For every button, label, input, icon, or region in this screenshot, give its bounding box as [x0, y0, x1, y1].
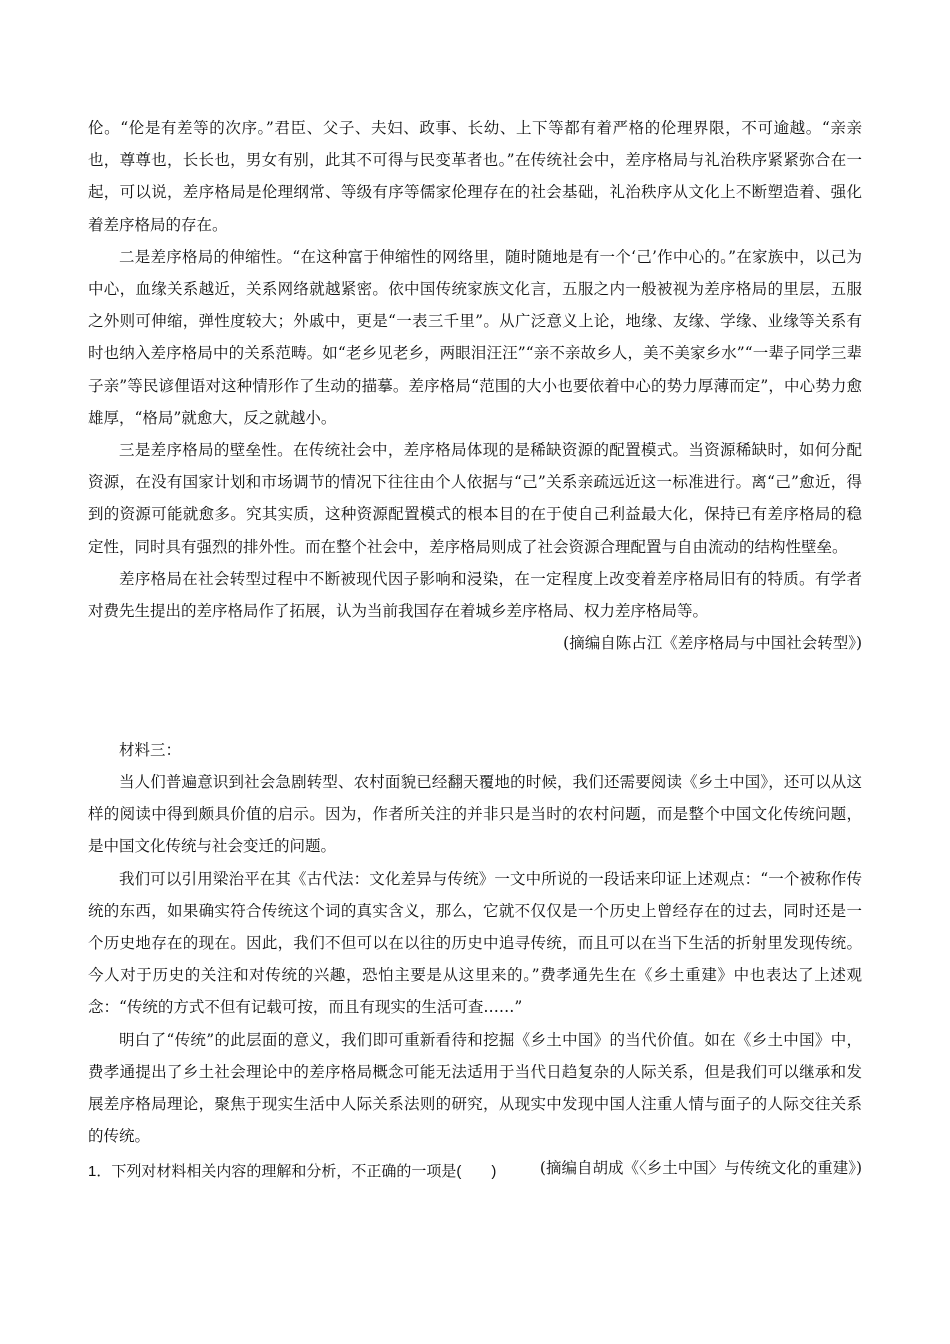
paragraph-contemporary-value: 明白了“传统”的此层面的意义，我们即可重新看待和挖掘《乡土中国》的当代价值。如在《乡土中国》中，费孝通提出了乡土社会理论中的差序格局概念可能无法适用于当代日趋复杂的人际关系，但是我们可以继承和发展差序格局理论，聚焦于现实生活中人际关系法则的研究，从现实中发现中国人注重人情与面子的人际交往关系的传统。: [88, 1030, 862, 1146]
source-citation-hu: (摘编自胡成《〈乡土中国〉与传统文化的重建》): [539, 1159, 862, 1178]
paragraph-transformation: 差序格局在社会转型过程中不断被现代因子影响和浸染，在一定程度上改变着差序格局旧有的特质。有学者对费先生提出的差序格局作了拓展，认为当前我国存在着城乡差序格局、权力差序格局等。: [88, 569, 862, 621]
paragraph-ethics: 伦。“伦是有差等的次序。”君臣、父子、夫妇、政事、长幼、上下等都有着严格的伦理界限，不可逾越。“亲亲也，尊尊也，长长也，男女有别，此其不可得与民变革者也。”在传统社会中，差序格局与礼治秩序紧紧弥合在一起，可以说，差序格局是伦理纲常、等级有序等儒家伦理存在的社会基础，礼治秩序从文化上不断塑造着、强化着差序格局的存在。: [88, 119, 862, 234]
question-1-stem: 1．下列对材料相关内容的理解和分析，不正确的一项是( ): [88, 1163, 497, 1180]
paragraph-liang-quote: 我们可以引用梁治平在其《古代法：文化差异与传统》一文中所说的一段话来印证上述观点：“一个被称作传统的东西，如果确实符合传统这个词的真实含义，那么，它就不仅仅是一个历史上曾经存在的过去，同时还是一个历史地存在的现在。因此，我们不但可以在以往的历史中追寻传统，而且可以在当下生活的折射里发现传统。今人对于历史的关注和对传统的兴趣，恐怕主要是从这里来的。”费孝通先生在《乡土重建》中也表达了上述观念：“传统的方式不但有记载可按，而且有现实的生活可查……”: [88, 869, 862, 1017]
material-three: [88, 766, 862, 1185]
paragraph-reading-value: 当人们普遍意识到社会急剧转型、农村面貌已经翻天覆地的时候，我们还需要阅读《乡土中国》，还可以从这样的阅读中得到颇具价值的启示。因为，作者所关注的并非只是当时的农村问题，而是整个中国文化传统问题，是中国文化传统与社会变迁的问题。: [88, 773, 862, 856]
paragraph-barrier: 三是差序格局的壁垒性。在传统社会中，差序格局体现的是稀缺资源的配置模式。当资源稀缺时，如何分配资源，在没有国家计划和市场调节的情况下往往由个人依据与“己”关系亲疏远近这一标准进行。离“己”愈近，得到的资源可能就愈多。究其实质，这种资源配置模式的根本目的在于使自己利益最大化，保持已有差序格局的稳定性，同时具有强烈的排外性。而在整个社会中，差序格局则成了社会资源合理配置与自由流动的结构性壁垒。: [88, 441, 862, 556]
source-citation-chen: (摘编自陈占江《差序格局与中国社会转型》): [563, 634, 862, 653]
paragraph-flexibility: 二是差序格局的伸缩性。“在这种富于伸缩性的网络里，随时随地是有一个‘己’作中心的。”在家族中，以己为中心，血缘关系越近，关系网络就越紧密。依中国传统家族文化言，五服之内一般被视为差序格局的里层，五服之外则可伸缩，弹性度较大；外戚中，更是“一表三千里”。从广泛意义上论，地缘、友缘、学缘、业缘等关系有时也纳入差序格局中的关系范畴。如“老乡见老乡，两眼泪汪汪”“亲不亲故乡人，美不美家乡水”“一辈子同学三辈子亲”等民谚俚语对这种情形作了生动的描摹。差序格局“范围的大小也要依着中心的势力厚薄而定”，中心势力愈雄厚，“格局”就愈大，反之就越小。: [88, 247, 862, 427]
material-two-continuation: [88, 112, 862, 659]
material-three-heading: 材料三：: [119, 741, 182, 759]
